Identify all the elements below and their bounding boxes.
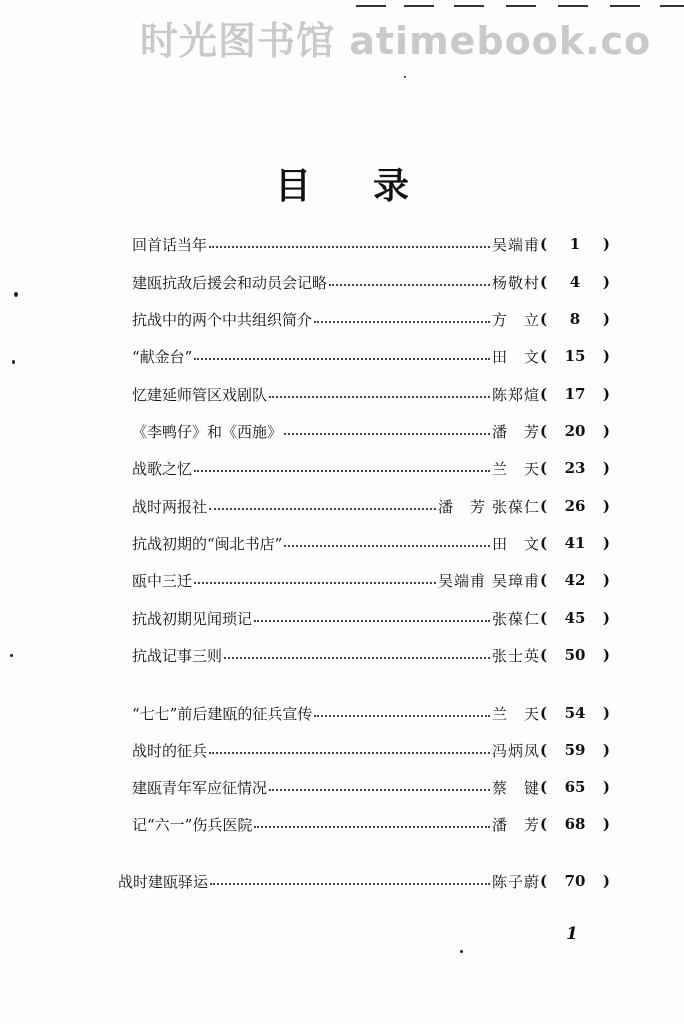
watermark-text: 时光图书馆 atimebook.co — [140, 19, 652, 63]
title-char-2: 录 — [373, 166, 410, 207]
toc-entry-title: “七七”前后建瓯的征兵宣传 — [132, 704, 313, 723]
paren-close: ) — [602, 497, 610, 515]
dot-leader — [269, 396, 490, 398]
page-ref-number: 20 — [564, 422, 586, 440]
toc-entry-page — [540, 235, 610, 253]
paren-close: ) — [602, 534, 610, 552]
dot-leader — [284, 545, 490, 547]
paren-close: ) — [602, 385, 610, 403]
toc-entry-page — [540, 609, 610, 627]
toc-entry-title: 忆建延师管区戏剧队 — [132, 385, 268, 404]
page-ref-number: 15 — [564, 347, 586, 365]
paren-open: ( — [540, 459, 548, 477]
dot-leader — [284, 433, 490, 435]
paren-open: ( — [540, 704, 548, 722]
toc-entry-title: 建瓯青年军应征情况 — [132, 778, 268, 797]
toc-entry — [132, 643, 610, 667]
toc-entry — [132, 812, 610, 836]
toc-entry — [132, 307, 610, 331]
page-ref-number: 26 — [564, 497, 586, 515]
paren-open: ( — [540, 273, 548, 291]
paren-open: ( — [540, 872, 548, 890]
toc-entry-author: 张士英 — [491, 646, 540, 665]
paren-open: ( — [540, 815, 548, 833]
toc-entry-page — [540, 534, 610, 552]
paren-close: ) — [602, 235, 610, 253]
paren-close: ) — [602, 741, 610, 759]
page-ref-number: 23 — [564, 459, 586, 477]
paren-close: ) — [602, 422, 610, 440]
paren-open: ( — [540, 741, 548, 759]
dot-leader — [314, 715, 490, 717]
dot-leader — [224, 657, 490, 659]
scan-speck — [14, 292, 18, 297]
dot-leader — [209, 508, 436, 510]
toc-entry-author: 兰 天 — [491, 459, 540, 478]
page-ref-number: 65 — [564, 778, 586, 796]
page-ref-number: 17 — [564, 385, 586, 403]
page-ref-number: 54 — [564, 704, 586, 722]
paren-open: ( — [540, 497, 548, 515]
toc-entry-author: 陈郑煊 — [491, 385, 540, 404]
toc-entry-author: 潘 芳 — [491, 815, 540, 834]
toc-entry-author: 冯炳凤 — [491, 741, 540, 760]
toc-entry-author: 方 立 — [491, 310, 540, 329]
toc-entry — [132, 419, 610, 443]
toc-entry — [132, 568, 610, 592]
paren-close: ) — [602, 815, 610, 833]
toc-entry-page — [540, 273, 610, 291]
dot-leader — [194, 470, 490, 472]
toc-entry-author: 张葆仁 — [491, 497, 540, 516]
dot-leader — [329, 284, 490, 286]
toc-entry — [132, 456, 610, 480]
toc-entry-page — [540, 571, 610, 589]
toc-entry-title: 抗战初期见闻琐记 — [132, 609, 253, 628]
page-ref-number: 1 — [569, 235, 581, 253]
page-ref-number: 41 — [564, 534, 586, 552]
toc-entry — [132, 232, 610, 256]
toc-entry-page — [540, 459, 610, 477]
toc-entry-page — [540, 646, 610, 664]
toc-entry-author: 吴端甫 — [437, 571, 486, 590]
toc-entry-author: 田 文 — [491, 534, 540, 553]
scan-speck — [12, 360, 15, 364]
dot-leader — [194, 358, 490, 360]
toc-entry-author: 杨敬村 — [491, 273, 540, 292]
paren-open: ( — [540, 235, 548, 253]
page-number: 1 — [566, 924, 578, 944]
toc-entry-title: 抗战记事三则 — [132, 646, 223, 665]
toc-entry-title: 记“六一”伤兵医院 — [132, 815, 253, 834]
toc-entry-page — [540, 385, 610, 403]
toc-entry-page — [540, 497, 610, 515]
paren-open: ( — [540, 422, 548, 440]
page-ref-number: 70 — [564, 872, 586, 890]
toc-entry — [132, 775, 610, 799]
scan-speck — [404, 76, 406, 78]
top-dash-rule — [350, 0, 684, 10]
paren-close: ) — [602, 609, 610, 627]
toc-entry-title: 战时建瓯驿运 — [118, 872, 209, 891]
dot-leader — [209, 752, 490, 754]
toc-entry-page — [540, 422, 610, 440]
page-ref-number: 45 — [564, 609, 586, 627]
toc-entry-author: 吴端甫 — [491, 235, 540, 254]
page-ref-number: 42 — [564, 571, 586, 589]
toc-entry — [132, 606, 610, 630]
toc-entry-author: 田 文 — [491, 347, 540, 366]
paren-close: ) — [602, 459, 610, 477]
dot-leader — [194, 582, 436, 584]
paren-open: ( — [540, 347, 548, 365]
page-ref-number: 59 — [564, 741, 586, 759]
paren-open: ( — [540, 646, 548, 664]
toc-entry-author: 蔡 键 — [491, 778, 540, 797]
toc-entry — [132, 701, 610, 725]
toc-entry-title: 建瓯抗敌后援会和动员会记略 — [132, 273, 328, 292]
page-ref-number: 8 — [569, 310, 581, 328]
toc-entry-title: 战时两报社 — [132, 497, 208, 516]
toc-entry-title: 抗战中的两个中共组织简介 — [132, 310, 313, 329]
paren-close: ) — [602, 273, 610, 291]
paren-open: ( — [540, 778, 548, 796]
toc-entry-page — [540, 704, 610, 722]
toc-entry — [118, 869, 610, 893]
dot-leader — [254, 826, 490, 828]
paren-close: ) — [602, 704, 610, 722]
paren-open: ( — [540, 609, 548, 627]
paren-open: ( — [540, 571, 548, 589]
page-ref-number: 68 — [564, 815, 586, 833]
dot-leader — [269, 789, 490, 791]
paren-close: ) — [602, 347, 610, 365]
page-ref-number: 50 — [564, 646, 586, 664]
toc-entry-page — [540, 778, 610, 796]
toc-entry-author: 陈子蔚 — [491, 872, 540, 891]
toc-entry-title: “献金台” — [132, 347, 193, 366]
toc-entry-author: 潘 芳 — [437, 497, 486, 516]
toc-entry-author: 吴璋甫 — [491, 571, 540, 590]
scan-speck — [10, 654, 13, 657]
toc-entry-page — [540, 815, 610, 833]
paren-open: ( — [540, 310, 548, 328]
page-title — [0, 158, 684, 209]
toc-entry-page — [540, 872, 610, 890]
toc-entry-title: 回首话当年 — [132, 235, 208, 254]
toc-entry-page — [540, 310, 610, 328]
paren-open: ( — [540, 385, 548, 403]
dot-leader — [210, 883, 490, 885]
toc-entry-title: 瓯中三迁 — [132, 571, 193, 590]
page-ref-number: 4 — [569, 273, 581, 291]
toc-entry-author: 兰 天 — [491, 704, 540, 723]
title-char-1: 目 — [274, 166, 311, 207]
toc-entry-page — [540, 741, 610, 759]
toc-entry-author: 张葆仁 — [491, 609, 540, 628]
toc-entry — [132, 270, 610, 294]
paren-close: ) — [602, 646, 610, 664]
toc-entry-author: 潘 芳 — [491, 422, 540, 441]
dot-leader — [254, 620, 490, 622]
toc-entry — [132, 494, 610, 518]
toc-entry-title: 《李鸭仔》和《西施》 — [132, 422, 283, 441]
toc-entry — [132, 531, 610, 555]
paren-close: ) — [602, 571, 610, 589]
toc-entry — [132, 344, 610, 368]
toc-entry — [132, 738, 610, 762]
dot-leader — [209, 246, 490, 248]
toc-entry — [132, 382, 610, 406]
scan-speck — [460, 950, 463, 953]
toc-entry-title: 战歌之忆 — [132, 459, 193, 478]
toc-entry-page — [540, 347, 610, 365]
paren-open: ( — [540, 534, 548, 552]
toc-entry-title: 抗战初期的“闽北书店” — [132, 534, 283, 553]
paren-close: ) — [602, 778, 610, 796]
toc-entry-title: 战时的征兵 — [132, 741, 208, 760]
dot-leader — [314, 321, 490, 323]
paren-close: ) — [602, 872, 610, 890]
paren-close: ) — [602, 310, 610, 328]
